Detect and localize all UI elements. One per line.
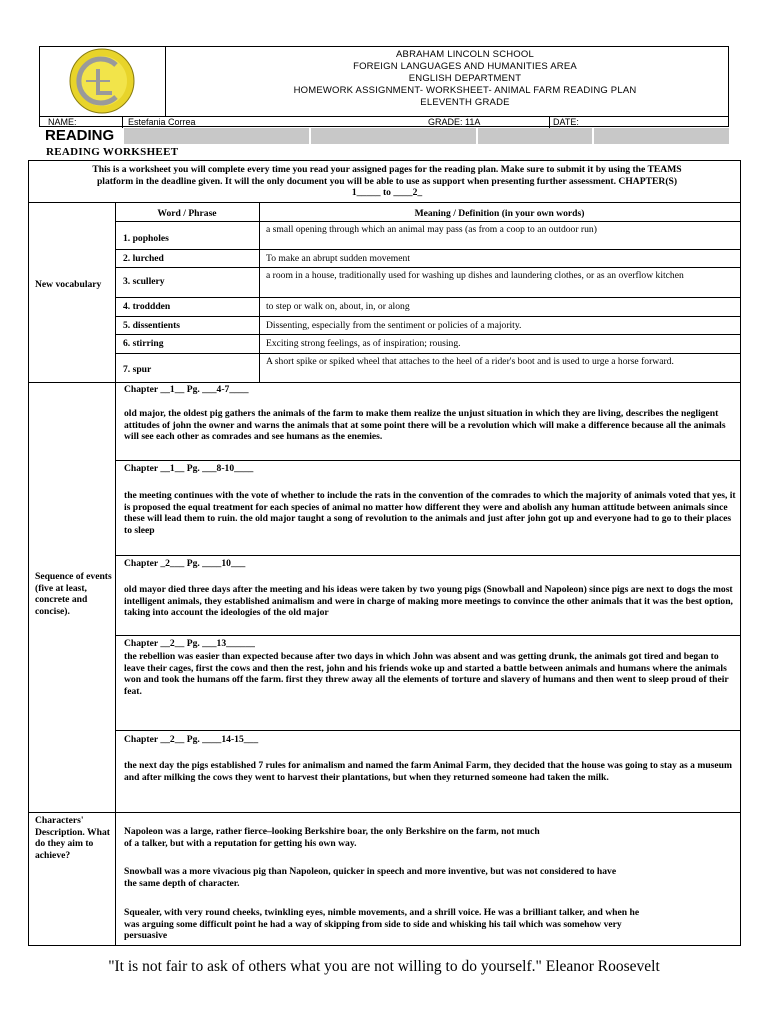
event-text[interactable]: old mayor died three days after the meeting and his ideas were taken by two young pigs (Snowball and Napoleon) since pigs are next to dogs the most intelligent animals, they established animalism and were in charge of making more meetings to convince the other animals that it was the best option, taking into account the ideologies of the old major [124, 584, 733, 619]
logo-cell [40, 47, 166, 117]
vocab-word: 4. troddden [123, 301, 171, 312]
reading-title: READING [45, 127, 115, 144]
school-name: ABRAHAM LINCOLN SCHOOL [396, 49, 534, 60]
vocab-word: 6. stirring [123, 338, 164, 349]
date-label: DATE: [553, 117, 579, 127]
reading-bar-segment [478, 128, 592, 144]
event-chapter[interactable]: Chapter __2__ Pg. ____14-15___ [124, 734, 259, 745]
event-text[interactable]: the rebellion was easier than expected because after two days in which John was absent and was getting drunk, the animals got tired and began to leave their cages, first the cows and then the rest, john and his friends woke up and started a battle between animals and humans where the animals won and took the humans off the farm. first they threw away all the elements of torture and slavery of humans and then went to sleep proud of their feat. [124, 651, 729, 697]
vocab-word: 5. dissentients [123, 320, 181, 331]
character-napoleon[interactable]: Napoleon was a large, rather fierce–looking Berkshire boar, the only Berkshire on the farm, not much of a talker, but with a reputation for getting his own way. [124, 826, 540, 849]
vocab-meaning[interactable]: Exciting strong feelings, as of inspiration; rousing. [266, 338, 461, 349]
vocab-word: 3. scullery [123, 276, 165, 287]
worksheet-title: READING WORKSHEET [46, 146, 179, 158]
name-value[interactable]: Estefania Correa [128, 117, 196, 127]
school-logo-icon [40, 47, 166, 117]
worksheet-table [28, 160, 741, 946]
school-header [39, 46, 729, 127]
vocab-meaning[interactable]: To make an abrupt sudden movement [266, 253, 410, 264]
assignment-title: HOMEWORK ASSIGNMENT- WORKSHEET- ANIMAL FARM READING PLAN [293, 85, 637, 96]
grade-label: GRADE: 11A [428, 117, 481, 127]
name-label: NAME: [48, 117, 77, 127]
vocab-meaning[interactable]: Dissenting, especially from the sentiment or policies of a majority. [266, 320, 522, 331]
reading-bar [39, 127, 729, 145]
instructions-line: platform in the deadline given. It will the only document you will be able to use as support when presenting further assessment. CHAPTER(S) [96, 175, 678, 187]
vocab-section-label: New vocabulary [35, 279, 102, 290]
vocab-word: 1. popholes [123, 233, 169, 244]
event-chapter[interactable]: Chapter __1__ Pg. ___8-10____ [124, 463, 254, 474]
department-name: ENGLISH DEPARTMENT [408, 73, 522, 84]
instructions-line: This is a worksheet you will complete every time you read your assigned pages for the reading plan. Make sure to submit it by using the TEAMS [92, 164, 682, 175]
vocab-word: 7. spur [123, 364, 152, 375]
col-word-header: Word / Phrase [157, 208, 217, 219]
reading-bar-segment [124, 128, 309, 144]
event-chapter[interactable]: Chapter _2___ Pg. ____10___ [124, 558, 246, 569]
vocab-meaning[interactable]: a room in a house, traditionally used for washing up dishes and laundering clothes, or as an overflow kitchen [266, 270, 684, 281]
reading-bar-segment [594, 128, 729, 144]
character-squealer[interactable]: Squealer, with very round cheeks, twinkling eyes, nimble movements, and a shrill voice. He was a brilliant talker, and when he was arguing some difficult point he had a way of skipping from side to side and whisking his tail which was somehow very persuasive [124, 907, 640, 942]
event-text[interactable]: old major, the oldest pig gathers the animals of the farm to make them realize the unjust situation in which they are living, describes the negligent attitudes of john the owner and warns the animals that at some point there will be a revolution which will make a difference because all the animals will see each other as comrades and see humans as the enemies. [124, 408, 726, 443]
chapter-range: 1_____ to ____2_ [351, 187, 423, 198]
vocab-meaning[interactable]: a small opening through which an animal may pass (as from a coop to an outdoor run) [266, 224, 597, 235]
characters-section-label: Characters' Description. What do they aim to achieve? [35, 815, 110, 861]
event-text[interactable]: the next day the pigs established 7 rules for animalism and named the farm Animal Farm, they decided that the house was going to stay as a museum and after milking the cows they went to harvest their plantations, but when they returned someone had taken the milk. [124, 760, 732, 783]
area-name: FOREIGN LANGUAGES AND HUMANITIES AREA [353, 61, 577, 72]
col-meaning-header: Meaning / Definition (in your own words) [414, 208, 585, 219]
header-lines [200, 49, 730, 109]
footer-quote: "It is not fair to ask of others what you are not willing to do yourself." Eleanor Roosevelt [108, 958, 660, 975]
grade-level: ELEVENTH GRADE [420, 97, 510, 108]
reading-bar-segment [311, 128, 476, 144]
event-text[interactable]: the meeting continues with the vote of whether to include the rats in the convention of the comrades to which the majority of animals voted that yes, it is proposed the equal treatment for each species of animal no matter how different they were and abolish any human attitude between animals since these will lead them to ruin. the old major taught a song of revolution to the animals and just after john got up and everyone had to go to their places to sleep [124, 490, 736, 536]
vocab-meaning[interactable]: to step or walk on, about, in, or along [266, 301, 410, 312]
vocab-word: 2. lurched [123, 253, 164, 264]
sequence-section-label: Sequence of events (five at least, concrete and concise). [35, 571, 112, 617]
character-snowball[interactable]: Snowball was a more vivacious pig than Napoleon, quicker in speech and more inventive, but was not considered to have the same depth of character. [124, 866, 617, 889]
vocab-meaning[interactable]: A short spike or spiked wheel that attaches to the heel of a rider's boot and is used to urge a horse forward. [266, 356, 674, 367]
event-chapter[interactable]: Chapter __2__ Pg. ___13______ [124, 638, 255, 649]
event-chapter[interactable]: Chapter __1__ Pg. ___4-7____ [124, 384, 249, 395]
instructions [37, 164, 737, 199]
